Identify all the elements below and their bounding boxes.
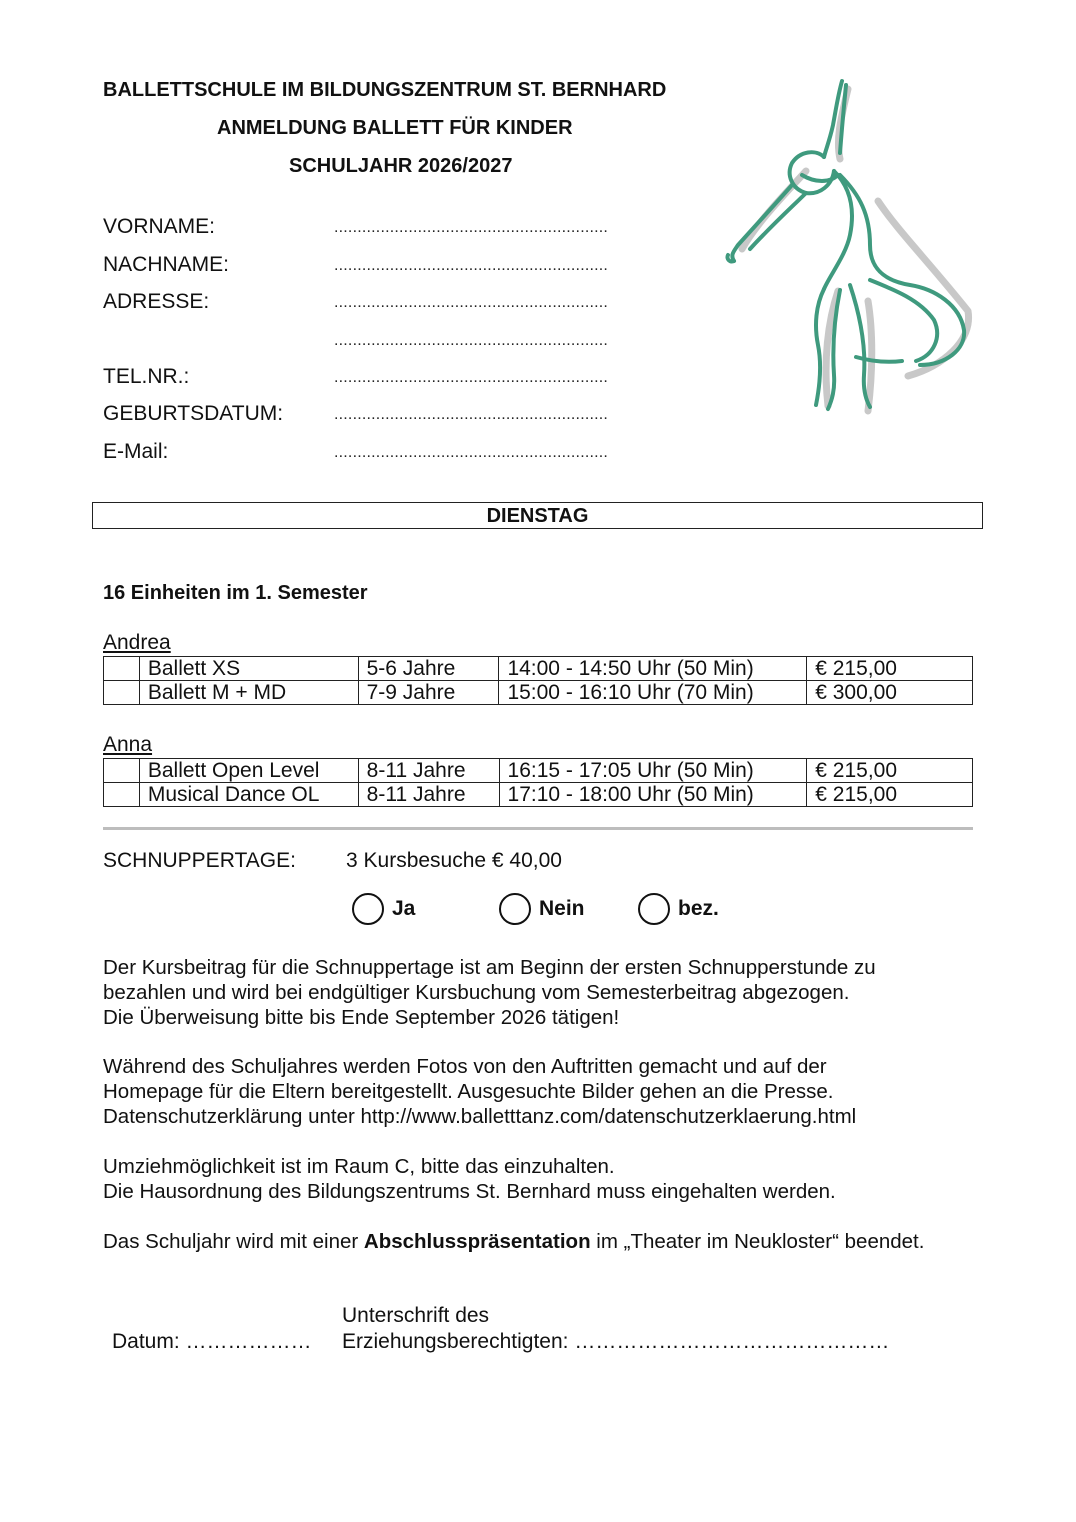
course-name: Ballett Open Level: [139, 759, 358, 783]
course-name: Ballett XS: [139, 657, 358, 681]
course-name: Musical Dance OL: [139, 783, 358, 807]
semester-heading: 16 Einheiten im 1. Semester: [103, 582, 368, 604]
trial-label: SCHNUPPERTAGE:: [103, 849, 296, 872]
school-title: BALLETTSCHULE IM BILDUNGSZENTRUM ST. BERNHARD: [103, 79, 667, 101]
field-label-nachname: NACHNAME:: [103, 253, 230, 276]
course-price: € 215,00: [807, 657, 973, 681]
payment-paragraph: [103, 955, 876, 1030]
radio-bez[interactable]: [638, 893, 719, 925]
photo-paragraph: [103, 1054, 856, 1129]
school-year: SCHULJAHR 2026/2027: [289, 155, 513, 177]
geburtsdatum-input-line[interactable]: ...........................................................: [334, 406, 609, 423]
radio-nein[interactable]: [499, 893, 585, 925]
field-label-telefon: TEL.NR.:: [103, 365, 190, 388]
radio-label-bez: bez.: [678, 897, 719, 920]
rules-paragraph: [103, 1154, 836, 1204]
paragraph-line: Während des Schuljahres werden Fotos von den Auftritten gemacht und auf der: [103, 1055, 827, 1078]
divider: [103, 827, 973, 830]
course-table-anna: [103, 758, 973, 807]
course-age: 8-11 Jahre: [358, 759, 499, 783]
paragraph-line: bezahlen und wird bei endgültiger Kursbuchung vom Semesterbeitrag abgezogen.: [103, 981, 850, 1004]
table-row: [104, 657, 973, 681]
radio-circle-icon[interactable]: [499, 893, 531, 925]
field-label-geburtsdatum: GEBURTSDATUM:: [103, 402, 284, 425]
paragraph-line: Homepage für die Eltern bereitgestellt. Ausgesuchte Bilder gehen an die Presse.: [103, 1080, 834, 1103]
closing-text-start: Das Schuljahr wird mit einer: [103, 1230, 364, 1253]
date-field[interactable]: Datum: ………………: [112, 1330, 312, 1353]
form-title: ANMELDUNG BALLETT FÜR KINDER: [217, 117, 573, 139]
course-name: Ballett M + MD: [139, 681, 358, 705]
course-price: € 300,00: [807, 681, 973, 705]
vorname-input-line[interactable]: ...........................................................: [334, 219, 609, 236]
field-label-email: E-Mail:: [103, 440, 169, 463]
radio-ja[interactable]: [352, 893, 415, 925]
paragraph-line: Die Überweisung bitte bis Ende September 2026 tätigen!: [103, 1006, 620, 1029]
course-checkbox[interactable]: [104, 759, 140, 783]
adresse-input-line-1[interactable]: ...........................................................: [334, 294, 609, 311]
signature-field[interactable]: Erziehungsberechtigten: ………………………………………: [342, 1330, 890, 1353]
field-label-adresse: ADRESSE:: [103, 290, 210, 313]
paragraph-line: Umziehmöglichkeit ist im Raum C, bitte das einzuhalten.: [103, 1155, 615, 1178]
dancer-logo-icon: [720, 75, 980, 415]
course-age: 7-9 Jahre: [358, 681, 499, 705]
course-table-andrea: [103, 656, 973, 705]
signature-label-line1: Unterschrift des: [342, 1304, 490, 1327]
course-checkbox[interactable]: [104, 783, 140, 807]
paragraph-line: Die Hausordnung des Bildungszentrums St. Bernhard muss eingehalten werden.: [103, 1180, 836, 1203]
course-checkbox[interactable]: [104, 657, 140, 681]
closing-text-bold: Abschlusspräsentation: [363, 1230, 591, 1253]
course-time: 15:00 - 16:10 Uhr (70 Min): [499, 681, 807, 705]
course-time: 17:10 - 18:00 Uhr (50 Min): [499, 783, 807, 807]
paragraph-line: Der Kursbeitrag für die Schnuppertage ist am Beginn der ersten Schnupperstunde zu: [103, 956, 876, 979]
nachname-input-line[interactable]: ...........................................................: [334, 257, 609, 274]
course-age: 5-6 Jahre: [358, 657, 499, 681]
teacher-andrea: Andrea: [103, 631, 171, 654]
field-label-vorname: VORNAME:: [103, 215, 216, 238]
course-price: € 215,00: [807, 759, 973, 783]
privacy-link[interactable]: Datenschutzerklärung unter http://www.balletttanz.com/datenschutzerklaerung.html: [103, 1105, 857, 1128]
radio-circle-icon[interactable]: [638, 893, 670, 925]
course-time: 14:00 - 14:50 Uhr (50 Min): [499, 657, 807, 681]
trial-offer: 3 Kursbesuche € 40,00: [346, 849, 562, 872]
closing-paragraph: [103, 1229, 924, 1254]
course-age: 8-11 Jahre: [358, 783, 499, 807]
course-time: 16:15 - 17:05 Uhr (50 Min): [499, 759, 807, 783]
radio-label-nein: Nein: [539, 897, 585, 920]
day-box: DIENSTAG: [92, 502, 983, 529]
table-row: [104, 681, 973, 705]
course-checkbox[interactable]: [104, 681, 140, 705]
table-row: [104, 783, 973, 807]
radio-label-ja: Ja: [392, 897, 416, 920]
closing-text-end: im „Theater im Neukloster“ beendet.: [590, 1230, 925, 1253]
telefon-input-line[interactable]: ...........................................................: [334, 369, 609, 386]
teacher-anna: Anna: [103, 733, 153, 756]
table-row: [104, 759, 973, 783]
radio-circle-icon[interactable]: [352, 893, 384, 925]
adresse-input-line-2[interactable]: ...........................................................: [334, 332, 609, 349]
email-input-line[interactable]: ...........................................................: [334, 444, 609, 461]
course-price: € 215,00: [807, 783, 973, 807]
